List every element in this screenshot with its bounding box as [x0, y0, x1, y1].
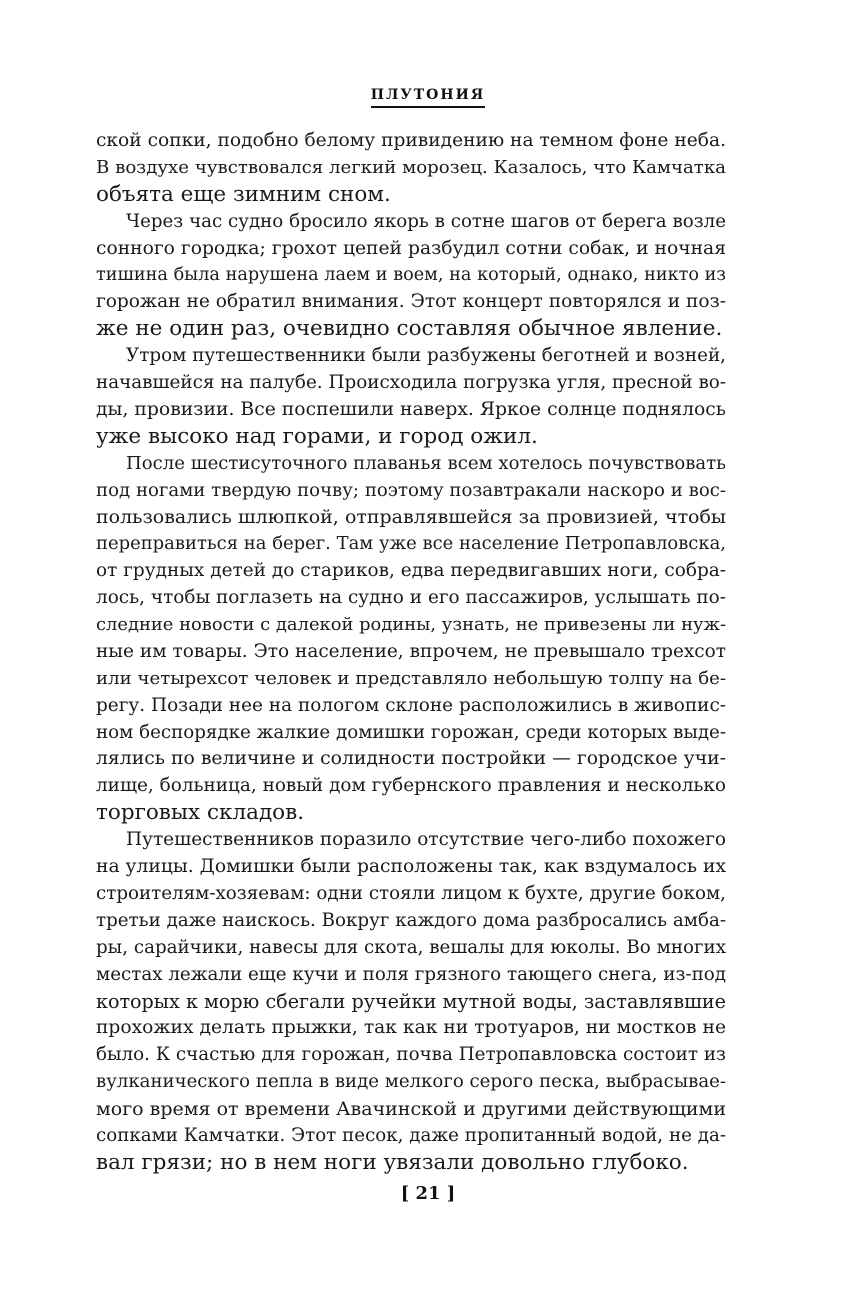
text-line: начавшейся на палубе. Происходила погрузка угля, пресной во-	[96, 372, 726, 394]
text-line: В воздухе чувствовался легкий морозец. Казалось, что Камчатка	[96, 156, 726, 178]
text-line: уже высоко над горами, и город ожил.	[96, 423, 538, 449]
text-line: сонного городка; грохот цепей разбудил сотни собак, и ночная	[96, 237, 726, 259]
text-line: которых к морю сбегали ручейки мутной воды, заставлявшие	[96, 989, 726, 1013]
text-line: было. К счастью для горожан, почва Петропавловска состоит из	[96, 1044, 726, 1066]
text-line: лище, больница, новый дом губернского правления и несколько	[96, 775, 726, 797]
text-line: ской сопки, подобно белому привидению на темном фоне неба.	[96, 130, 726, 151]
page-number: [ 21 ]	[400, 1183, 456, 1204]
text-line: прохожих делать прыжки, так как ни тротуаров, ни мостков не	[96, 1017, 726, 1039]
text-line: тишина была нарушена лаем и воем, на который, однако, никто из	[96, 265, 726, 286]
text-line: лялись по величине и солидности постройки — городское учи-	[96, 748, 726, 770]
page-header	[0, 86, 856, 108]
text-line: от грудных детей до стариков, едва передвигавших ноги, собра-	[96, 560, 726, 582]
text-line: объята еще зимним сном.	[96, 181, 391, 207]
text-line: переправиться на берег. Там уже все население Петропавловска,	[96, 533, 726, 555]
text-line: регу. Позади нее на пологом склоне расположились в живопис-	[96, 694, 726, 716]
text-line: Путешественников поразило отсутствие чего-либо похожего	[126, 829, 726, 851]
text-line: Через час судно бросило якорь в сотне шагов от берега возле	[126, 210, 726, 232]
text-line: сопками Камчатки. Этот песок, даже пропитанный водой, не да-	[96, 1124, 726, 1146]
text-line: третьи даже наискось. Вокруг каждого дома разбросались амба-	[96, 909, 726, 931]
text-line: мого время от времени Авачинской и другими действующими	[96, 1098, 726, 1121]
running-title: ПЛУТОНИЯ	[371, 87, 485, 108]
text-line: строителям-хозяевам: одни стояли лицом к бухте, другие боком,	[96, 882, 726, 904]
body-text	[96, 128, 726, 1177]
text-line: ды, провизии. Все поспешили наверх. Яркое солнце поднялось	[96, 398, 726, 420]
text-line: лось, чтобы поглазеть на судно и его пассажиров, услышать по-	[96, 587, 726, 609]
text-line: ном беспорядке жалкие домишки горожан, среди которых выде-	[96, 721, 726, 743]
text-line: После шестисуточного плаванья всем хотелось почувствовать	[126, 452, 726, 474]
text-line: Утром путешественники были разбужены беготней и возней,	[126, 345, 726, 367]
text-line: на улицы. Домишки были расположены так, как вздумалось их	[96, 856, 726, 878]
text-line: следние новости с далекой родины, узнать, не привезены ли нуж-	[96, 614, 726, 636]
text-line: местах лежали еще кучи и поля грязного тающего снега, из-под	[96, 963, 726, 985]
text-line: ные им товары. Это население, впрочем, не превышало трехсот	[96, 640, 726, 662]
text-line: пользовались шлюпкой, отправлявшейся за провизией, чтобы	[96, 506, 726, 529]
text-line: вал грязи; но в нем ноги увязали довольно глубоко.	[96, 1149, 689, 1175]
text-line: под ногами твердую почву; поэтому позавтракали наскоро и вос-	[96, 479, 726, 501]
text-line: же не один раз, очевидно составляя обычное явление.	[96, 316, 723, 342]
text-line: вулканического пепла в виде мелкого серого песка, выбрасывае-	[96, 1071, 726, 1093]
text-line: торговых складов.	[96, 800, 305, 826]
text-line: ры, сарайчики, навесы для скота, вешалы для юколы. Во многих	[96, 936, 726, 958]
text-line: горожан не обратил внимания. Этот концерт повторялся и поз-	[96, 291, 726, 313]
text-line: или четырехсот человек и представляло небольшую толпу на бе-	[96, 667, 726, 689]
